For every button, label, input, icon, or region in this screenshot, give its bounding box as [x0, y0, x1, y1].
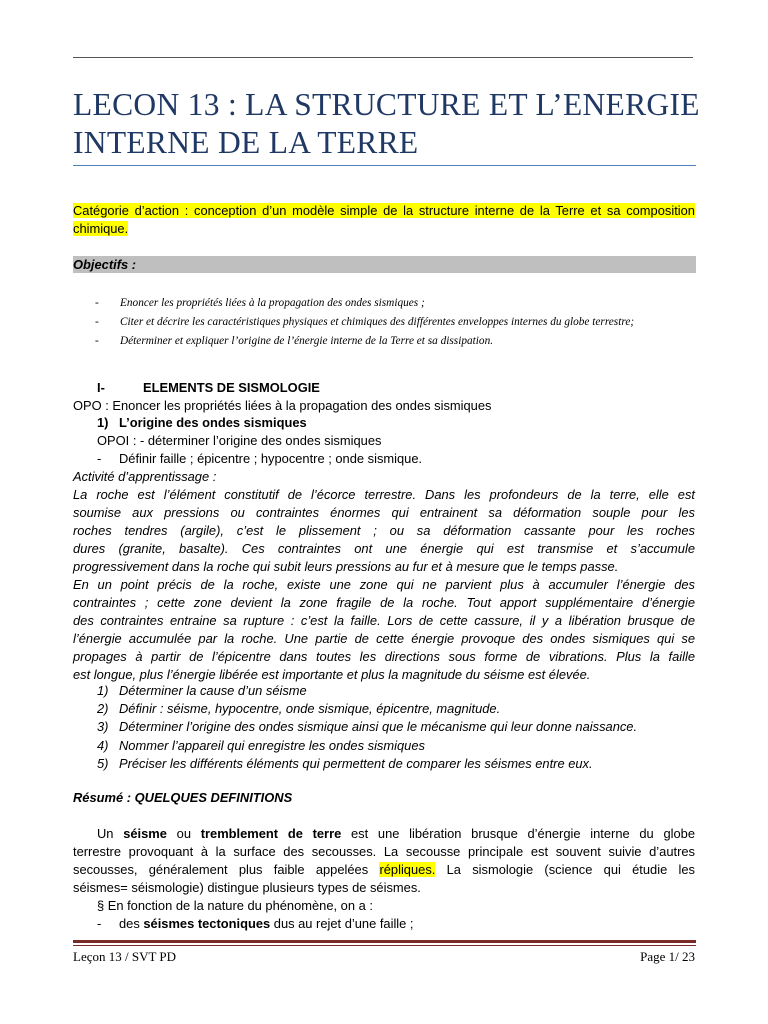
text-line: En un point précis de la roche, existe une zone qui ne parvient plus à accumuler l’énergie des — [73, 577, 695, 592]
footer-page-number: Page 1/ 23 — [640, 949, 695, 964]
question-number: 1) — [97, 683, 109, 698]
opoi-line: OPOI : - déterminer l’origine des ondes sismiques — [97, 433, 382, 448]
subsection-heading: L’origine des ondes sismiques — [119, 415, 307, 430]
text-line: l’énergie accumulée par la roche. Une partie de cette énergie provoque des ondes sismiques qui se — [73, 631, 695, 646]
activity-paragraph-1 — [73, 486, 695, 576]
objectif-item — [95, 332, 695, 351]
text-run: dus au rejet d’une faille ; — [270, 916, 414, 931]
question-number: 4) — [97, 737, 109, 753]
bullet-dash: - — [95, 316, 99, 328]
question-text: Définir : séisme, hypocentre, onde sismique, épicentre, magnitude. — [119, 701, 501, 717]
question-text: Déterminer la cause d’un séisme — [119, 683, 307, 698]
text-line: des contraintes entraine sa rupture : c’est la faille. Lors de cette cassure, il y a libération brusque de — [73, 613, 695, 628]
text-line: § En fonction de la nature du phénomène, on a : — [97, 898, 373, 913]
text-line: terrestre provoquant à la surface des secousses. La secousse principale est souvent suivie d’autres — [73, 844, 695, 859]
objectif-item — [95, 294, 695, 313]
activity-paragraph-2 — [73, 576, 695, 684]
term-seismes-tectoniques: séismes tectoniques — [143, 916, 271, 931]
question-number: 2) — [97, 701, 109, 717]
categorie-text: conception d’un modèle simple de la structure interne de la Terre et sa composition chimique. — [73, 203, 695, 236]
section-number: I- — [97, 380, 105, 395]
header-rule — [73, 57, 693, 58]
question-number: 3) — [97, 719, 109, 735]
question-text: Déterminer l’origine des ondes sismique ainsi que le mécanisme qui leur donne naissance. — [119, 719, 638, 735]
objectifs-heading: Objectifs : — [73, 256, 696, 273]
lesson-title: LECON 13 : LA STRUCTURE ET L’ENERGIE INTERNE DE LA TERRE — [73, 87, 700, 160]
resume-heading: Résumé : QUELQUES DEFINITIONS — [73, 790, 293, 805]
categorie-label: Catégorie d’action : — [73, 203, 189, 218]
footer-rule-thin — [73, 945, 696, 946]
footer-left: Leçon 13 / SVT PD — [73, 949, 177, 964]
question-text: Préciser les différents éléments qui permettent de comparer les séismes entre eux. — [119, 755, 593, 771]
text-line: propages à partir de l’épicentre dans toutes les directions sous forme de vibrations. Plus la faille — [73, 649, 695, 664]
text-line — [73, 825, 695, 843]
term-seisme: séisme — [123, 826, 167, 841]
text-run: ou — [166, 826, 201, 841]
categorie-paragraph — [73, 202, 695, 238]
title-underline — [73, 165, 696, 166]
text-line: séismes= séismologie) distingue plusieurs types de séismes. — [73, 880, 421, 895]
subsection-number: 1) — [97, 415, 109, 430]
objectif-text: Enoncer les propriétés liées à la propagation des ondes sismiques ; — [120, 297, 425, 309]
footer-rule-thick — [73, 940, 696, 943]
text-run: est une libération brusque d’énergie interne du globe — [341, 826, 695, 841]
text-line: soumise aux pressions ou contraintes énormes qui entrainent sa déformation souple pour les — [73, 505, 695, 520]
bullet-dash: - — [97, 451, 102, 466]
text-run: Un — [97, 826, 124, 841]
objectif-item — [95, 313, 695, 332]
objectifs-list — [95, 294, 695, 351]
text-line: dures (granite, basalte). Ces contraintes ont une énergie qui est transmise et s’accumule — [73, 541, 695, 556]
resume-paragraph — [73, 825, 695, 915]
question-number: 5) — [97, 755, 109, 771]
bullet-dash: - — [95, 297, 99, 309]
activite-heading: Activité d’apprentissage : — [73, 469, 217, 484]
resume-bullet-line — [119, 915, 414, 933]
text-line: progressivement dans la roche qui subit leurs pressions au fur et à mesure que le temps passe. — [73, 559, 619, 574]
bullet-dash: - — [97, 916, 102, 931]
term-tremblement: tremblement de terre — [200, 826, 342, 841]
bullet-dash: - — [95, 335, 99, 347]
question-text: Nommer l’appareil qui enregistre les ondes sismiques — [119, 737, 425, 753]
objectif-text: Citer et décrire les caractéristiques physiques et chimiques des différentes enveloppes internes du globe terrestre; — [120, 316, 635, 328]
objectif-text: Déterminer et expliquer l’origine de l’énergie interne de la Terre et sa dissipation. — [120, 335, 494, 347]
text-run: secousses, généralement plus faible appelées — [73, 862, 380, 877]
text-line: La roche est l’élément constitutif de l’écorce terrestre. Dans les profondeurs de la terre, elle est — [73, 487, 695, 502]
text-line — [73, 861, 695, 879]
text-line: contraintes ; cette zone devient la zone fragile de la roche. Tout apport supplémentaire d’énergie — [73, 595, 695, 610]
text-run: La sismologie (science qui étudie les — [435, 862, 696, 877]
term-repliques: répliques. — [379, 862, 436, 877]
text-line: est longue, plus l’énergie libérée est importante et plus la magnitude du séisme est élevée. — [73, 667, 591, 682]
text-line: roches tendres (argile), c’est le plissement ; ou sa déformation cassante pour les roches — [73, 523, 695, 538]
section-heading: ELEMENTS DE SISMOLOGIE — [143, 380, 320, 395]
opo-line: OPO : Enoncer les propriétés liées à la propagation des ondes sismiques — [73, 398, 492, 413]
define-line: Définir faille ; épicentre ; hypocentre ; onde sismique. — [119, 451, 423, 466]
text-run: des — [119, 916, 144, 931]
